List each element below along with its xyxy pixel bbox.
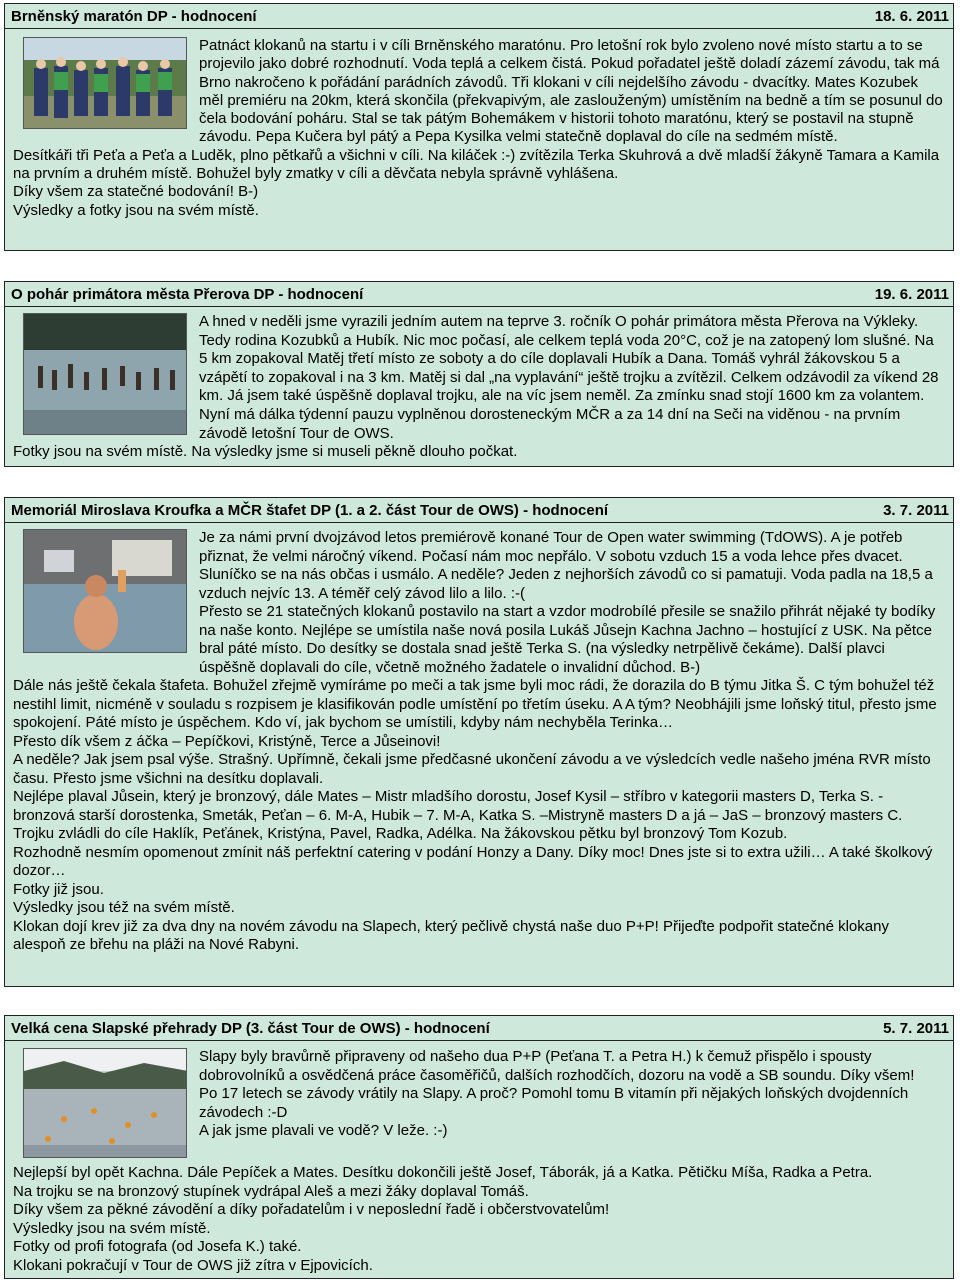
article-paragraph: A hned v neděli jsme vyrazili jedním autem na teprve 3. ročník O pohár primátora města Přerova na Výkleky. Tedy rodina Kozubků a Hubík. Nic moc počasí, ale celkem teplá voda 20°C, což je na zatopený lom slušné. Na 5 km zopakoval Matěj třetí místo ze soboty a do cíle doplavali Hubík a Dana. Tomáš vyhrál žákovskou 5 a vzápětí to zopakoval i na 3 km. Matěj si dal „na vyplavání“ ještě trojku a zvítězil. Celkem odzávodil za víkend 28 km. Já jsem také úspěšně doplaval trojku, ale na víc jsem neměl. Za zmínku snad stojí 1600 km za volantem. Nyní má dálka týdenní pauzu vyplněnou dorosteneckým MČR a za 14 dní na Seči na viděnou - na prvním závodě letošní Tour de OWS.: [199, 313, 939, 442]
article-header: [5, 4, 953, 29]
article-paragraph: Díky všem za statečné bodování! B-): [13, 183, 259, 201]
article-paragraph: Výsledky a fotky jsou na svém místě.: [13, 201, 259, 219]
swimmer-finish-photo[interactable]: [23, 529, 187, 653]
article-date: 5. 7. 2011: [883, 1019, 949, 1037]
article-title[interactable]: Velká cena Slapské přehrady DP (3. část Tour de OWS) - hodnocení: [11, 1019, 490, 1037]
lake-start-photo[interactable]: [23, 313, 187, 435]
article-paragraph: Výsledky jsou na svém místě.: [13, 1219, 211, 1237]
article-paragraph: Fotky od profi fotografa (od Josefa K.) také.: [13, 1238, 302, 1256]
article-paragraph: Na trojku se na bronzový stupínek vydrápal Aleš a mezi žáky doplaval Tomáš.: [13, 1182, 529, 1200]
article-paragraph: Po 17 letech se závody vrátily na Slapy. A proč? Pomohl tomu B vitamín při nějakých loňských dvojdenních závodech :-D: [199, 1085, 909, 1121]
article-prerov-cup: [4, 281, 954, 467]
article-kroufek-memorial: [4, 497, 954, 987]
misty-lake-photo[interactable]: [23, 1048, 187, 1158]
article-paragraph: A neděle? Jak jsem psal výše. Strašný. Upřímně, čekali jsme předčasné ukončení závodu a ve výsledcích vedle našeho jména RVR místo času. Přesto jsme všichni na desítku doplavali.: [13, 751, 931, 787]
article-paragraph: Desítkáři tři Peťa a Peťa a Luděk, plno pětkařů a všichni v cíli. Na kiláček :-) zvítězila Terka Skuhrová a dvě mladší žákyně Tamara a Kamila na prvním a druhém místě. Bohužel byly zmatky v cíli a děvčata nebyla správně vyhlášena.: [13, 146, 940, 183]
article-header: [5, 282, 953, 307]
article-title[interactable]: O pohár primátora města Přerova DP - hodnocení: [11, 285, 364, 303]
article-paragraph: Přesto se 21 statečných klokanů postavilo na start a vzdor modrobílé přesile se snažilo přihrát nějaké ty bodíky na naše konto. Nejlépe se umístila naše nová posila Lukáš Jůsejn Kachna Jachno – hostující z USK. Na pětce bral páté místo. Do desítky se dostala snad ještě Terka S. (na výsledky netrpělivě čekáme). Další plavci úspěšně doplavali do cíle, včetně možného žadatele o invalidní důchod. B-): [199, 603, 936, 676]
article-paragraph: Slapy byly bravůrně připraveny od našeho dua P+P (Peťana T. a Petra H.) k čemuž přispělo i spousty dobrovolníků a osvědčená práce časoměřičů, dalších rozhodčích, dozoru na vodě a SB soundu. Díky všem!: [199, 1048, 915, 1084]
article-paragraph: Nejlépe plaval Jůsein, který je bronzový, dále Mates – Mistr mladšího dorostu, Josef Kysil – stříbro v kategorii masters D, Terka S. - bronzová starší dorostenka, Smeták, Peťan – 6. M-A, Hubik – 7. M-A, Katka S. –Mistryně masters D a já – JaS – bronzový masters C.: [13, 788, 903, 824]
article-header: [5, 498, 953, 523]
article-paragraph: Výsledky jsou též na svém místě.: [13, 899, 235, 916]
article-paragraph: Přesto dík všem z áčka – Pepíčkovi, Kristýně, Terce a Jůseinovi!: [13, 732, 441, 750]
article-date: 19. 6. 2011: [874, 285, 949, 303]
article-paragraph: Fotky jsou na svém místě. Na výsledky jsme si museli pěkně dlouho počkat.: [13, 443, 518, 461]
article-paragraph: Klokani pokračují v Tour de OWS již zítra v Ejpovicích.: [13, 1256, 373, 1274]
group-of-swimmers-photo[interactable]: [23, 37, 187, 129]
article-slapy-grand-prix: [4, 1015, 954, 1279]
article-header: [5, 1016, 953, 1041]
article-paragraph: Fotky již jsou.: [13, 880, 104, 898]
article-brno-marathon: [4, 3, 954, 251]
article-paragraph: Trojku zvládli do cíle Haklík, Peťánek, Kristýna, Pavel, Radka, Adélka. Na žákovskou pětku byl bronzový Tom Kozub.: [13, 825, 788, 842]
article-paragraph: Patnáct klokanů na startu i v cíli Brněnského maratónu. Pro letošní rok bylo zvoleno nové místo startu a to se projevilo jako dobré rozhodnutí. Voda teplá a celkem čistá. Pokud pořadatel ještě doladí zázemí závodu, tak má Brno nakročeno k pořádání parádních závodů. Tři klokani v cíli nejdelšího závodu - dvacítky. Mates Kozubek měl premiéru na 20km, která skončila (překvapivým, ale zaslouženým) umístěním na bedně a tím se posunul do čela bodování poháru. Stal se tak pátým Bohemákem v historii tohoto maratónu, který se postavil na stupně závodu. Pepa Kučera byl pátý a Pepa Kysilka velmi statečně doplaval do cíle na sedmém místě.: [199, 37, 943, 146]
article-paragraph: Nejlepší byl opět Kachna. Dále Pepíček a Mates. Desítku dokončili ještě Josef, Táborák, já a Katka. Pětičku Míša, Radka a Petra.: [13, 1164, 873, 1181]
article-date: 3. 7. 2011: [883, 501, 949, 519]
article-paragraph: Klokan dojí krev již za dva dny na novém závodu na Slapech, který pečlivě chystá naše duo P+P! Přijeďte podpořit statečné klokany alespoň ze břehu na pláži na Nové Rabyni.: [13, 917, 889, 953]
article-paragraph: A jak jsme plavali ve vodě? V leže. :-): [199, 1122, 448, 1140]
article-title[interactable]: Brněnský maratón DP - hodnocení: [11, 7, 257, 25]
article-paragraph: Rozhodně nesmím opomenout zmínit náš perfektní catering v podání Honzy a Dany. Díky moc! Dnes jste si to extra užili… A také školkový dozor…: [13, 843, 933, 879]
article-paragraph: Dále nás ještě čekala štafeta. Bohužel zřejmě vymíráme po meči a tak jsme byli moc rádi, že dorazila do B týmu Jitka Š. C tým bohužel též nestihl limit, nicméně v souladu s rozpisem je klasifikován podle umístění po třetím úseku. A A tým? Neobhájili jsme loňský titul, přesto jsme spokojení. Páté místo je úspěchem. Kdo ví, jak bychom se umístili, kdyby nám nechyběla Terinka…: [13, 677, 937, 731]
article-title[interactable]: Memoriál Miroslava Kroufka a MČR štafet DP (1. a 2. část Tour de OWS) - hodnocení: [11, 501, 609, 519]
article-date: 18. 6. 2011: [874, 7, 949, 25]
article-paragraph: Díky všem za pěkné závodění a díky pořadatelům i v neposlední řadě i občerstvovatelům!: [13, 1201, 610, 1219]
article-paragraph: Je za námi první dvojzávod letos premiérově konané Tour de Open water swimming (TdOWS). A je potřeb přiznat, že velmi náročný víkend. Počasí nám moc nepřálo. V sobotu vzduch 15 a voda lehce přes dvacet. Sluníčko se na nás občas i usmálo. A neděle? Jeden z nejhorších závodů co si pamatuji. Voda padla na 18,5 a vzduch nejvíc 13. A téměř celý závod lilo a lilo. :-(: [199, 529, 933, 602]
